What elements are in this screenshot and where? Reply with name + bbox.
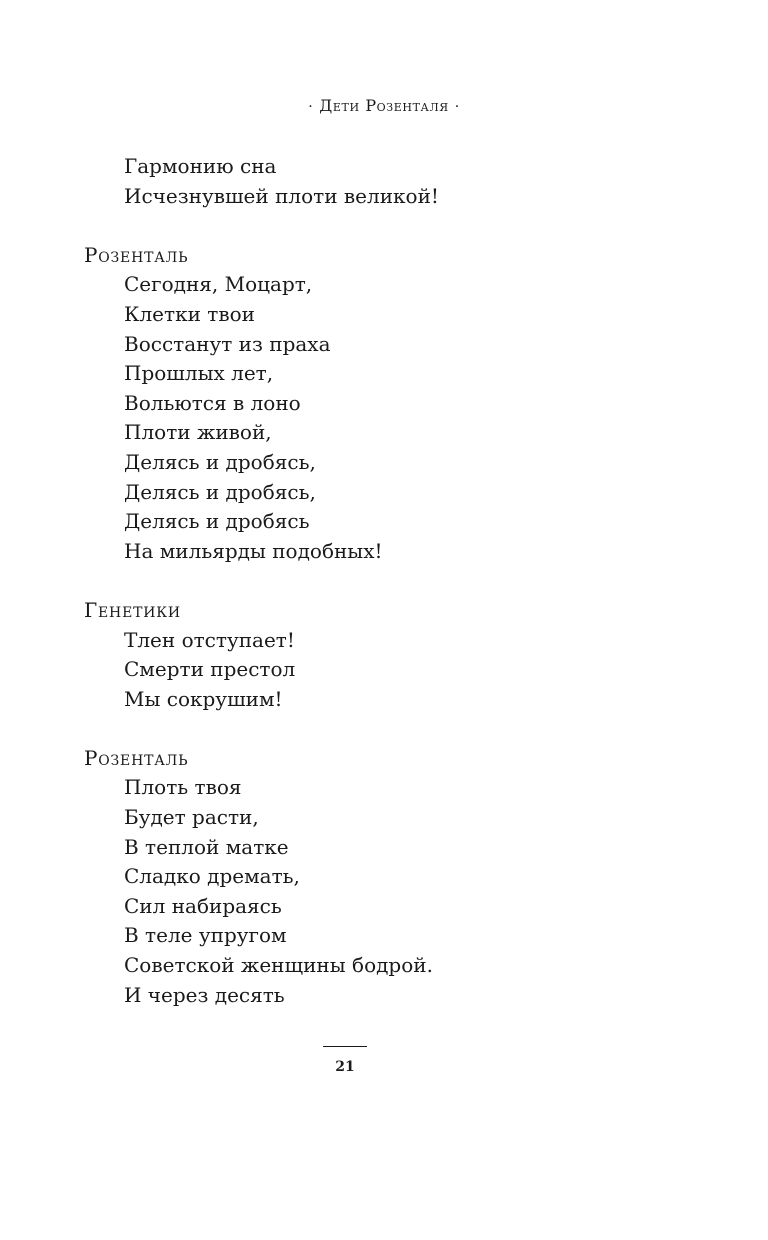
verse-line: Будет расти, xyxy=(124,805,259,830)
verse-line: Гармонию сна xyxy=(124,154,277,178)
poem-body xyxy=(84,152,704,1010)
verse-line: Вольются в лоно xyxy=(124,390,301,415)
verse-line: Исчезнувшей плоти великой! xyxy=(124,183,439,208)
verse-line: Восстанут из праха xyxy=(124,331,331,356)
verse-line: Прошлых лет, xyxy=(124,361,274,386)
verse-line: В теле упругом xyxy=(124,923,287,948)
running-head-left-mark: · xyxy=(308,99,314,115)
verse-line: Делясь и дробясь xyxy=(124,509,310,534)
stanza-gap xyxy=(84,566,704,596)
stanza-gap xyxy=(84,714,704,744)
running-head-title: Дети Розенталя xyxy=(319,96,449,115)
running-head xyxy=(0,96,768,117)
page-number: 21 xyxy=(335,1059,355,1075)
speaker-name: Розенталь xyxy=(84,745,189,770)
verse-line: Сил набираясь xyxy=(124,893,282,918)
verse-line: Сегодня, Моцарт, xyxy=(124,272,313,297)
stanza xyxy=(84,744,704,1010)
verse-line: Советской женщины бодрой. xyxy=(124,953,433,978)
verse-line: На мильярды подобных! xyxy=(124,538,383,563)
verse-line: Мы сокрушим! xyxy=(124,686,283,711)
verse-line: Плоть твоя xyxy=(124,775,242,800)
verse-line: Смерти престол xyxy=(124,657,296,682)
folio-rule xyxy=(323,1046,367,1047)
verse-line: В теплой матке xyxy=(124,834,289,859)
stanza-gap xyxy=(84,211,704,241)
stanza xyxy=(84,152,704,211)
speaker-name: Генетики xyxy=(84,597,181,622)
stanza xyxy=(84,241,704,567)
verse-line: Делясь и дробясь, xyxy=(124,479,316,504)
verse-line: Тлен отступает! xyxy=(124,627,295,652)
verse-line: И через десять xyxy=(124,982,285,1007)
verse-line: Сладко дремать, xyxy=(124,864,300,889)
running-head-right-mark: · xyxy=(454,99,460,115)
verse-line: Делясь и дробясь, xyxy=(124,449,316,474)
stanza xyxy=(84,596,704,714)
verse-line: Клетки твои xyxy=(124,301,255,326)
speaker-name: Розенталь xyxy=(84,242,189,267)
verse-line: Плоти живой, xyxy=(124,420,272,445)
